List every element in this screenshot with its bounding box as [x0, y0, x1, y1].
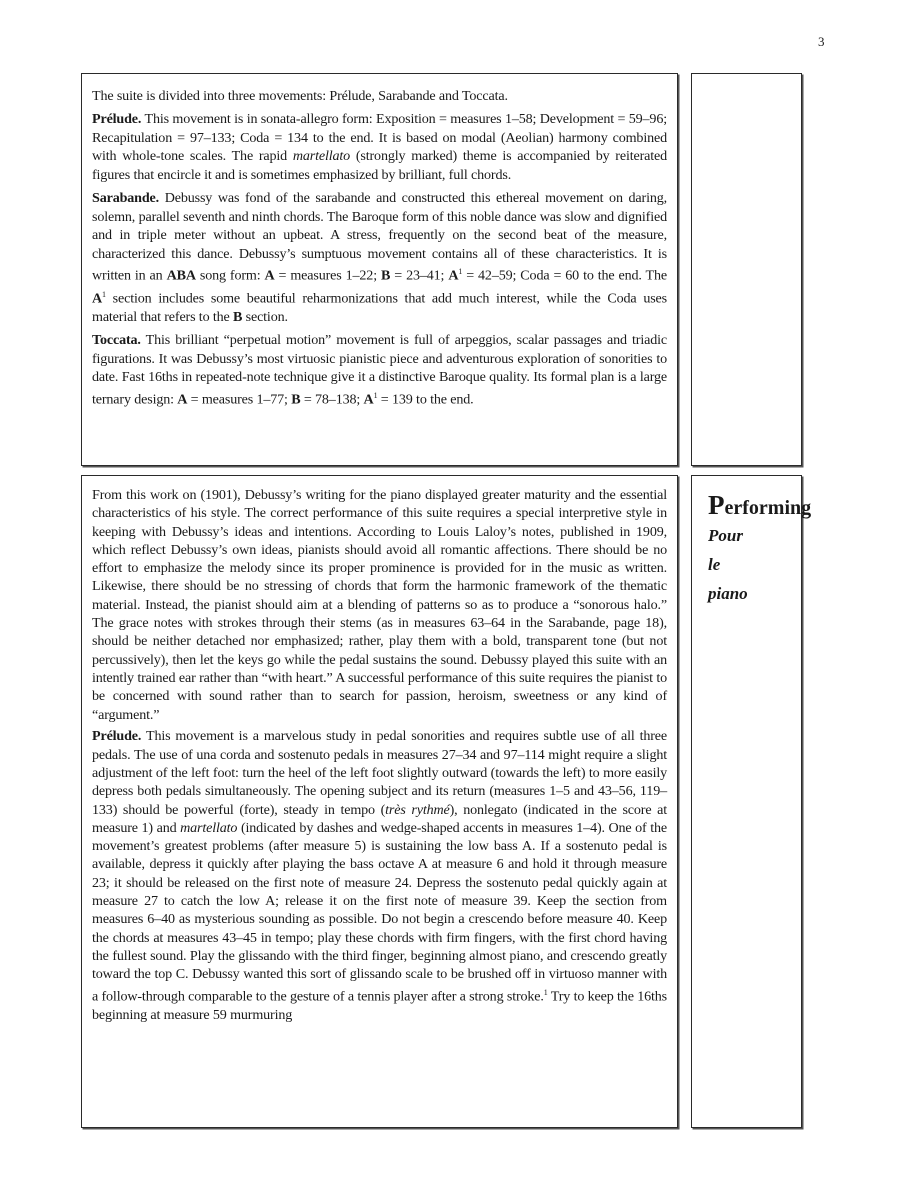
sarabande-heading: Sarabande. — [92, 189, 160, 206]
side-title-line-3: piano — [708, 584, 748, 603]
toccata-heading: Toccata. — [92, 332, 141, 348]
prelude-heading: Prélude. — [92, 111, 142, 128]
performing-intro-paragraph: From this work on (1901), Debussy’s writing for the piano displayed greater maturity and the essential characteristics of his style. The correct performance of this suite requires a special interpretive style in keeping with Debussy’s ideas and intentions. According to Louis Laloy’s notes, published in 1909, which reflect Debussy’s own ideas, pianists should avoid all romantic affections. There should be no effort to emphasize the melody since its proper prominence is provided for in the music as written. Likewise, there should be no stressing of chords that form the harmonic framework of the thematic material. Instead, the pianist should aim at a blending of patterns so as to produce a “sonorous halo.” The grace notes with strokes through their stems (as in measures 63–64 in the Sarabande, page 18), should be neither detached nor emphasized; rather, play them with a bold, transparent tone (but not percussively), then let the keys go while the pedal sustains the sound. Debussy played this suite with an intently trained ear rather than “with heart.” A successful performance of this suite requires the pianist to be concerned with sound rather than to search for passion, heroism, sweetness or any kind of “argument.” — [92, 487, 667, 723]
intro-paragraph: The suite is divided into three movements: Prélude, Sarabande and Toccata. — [92, 88, 508, 104]
movements-overview-box — [81, 73, 678, 466]
martellato-term-2: martellato — [180, 819, 238, 836]
side-title-line-1: Pour — [708, 526, 743, 545]
performing-side-box — [691, 475, 812, 1128]
performing-prelude-heading: Prélude. — [92, 728, 142, 745]
side-title-line-2: le — [708, 555, 721, 574]
performing-side-heading: Performing — [708, 490, 812, 520]
prelude-paragraph: Prélude. This movement is in sonata-allegro form: Exposition = measures 1–58; Development = 59–96; Recapitulation = 97–133; Coda = 134 to the end. It is based on modal (Aeolian) harmony combined with whole-tone scales. The rapid martellato (strongly marked) theme is accompanied by reiterated figures that encircle it and is sometimes emphasized by brilliant, full chords. — [92, 111, 668, 183]
footnote-marker: 1 — [543, 987, 548, 997]
page-number: 3 — [818, 34, 825, 49]
performing-box — [81, 475, 678, 1128]
overview-side-box — [691, 73, 802, 466]
performing-prelude-paragraph: Prélude. This movement is a marvelous study in pedal sonorities and requires subtle use of all three pedals. The use of una corda and sostenuto pedals in measures 27–34 and 97–114 might require a slight adjustment of the left foot: turn the heel of the left foot slightly outward (towards the left) to more easily depress both pedals simultaneously. The opening subject and its return (measures 1–5 and 43–56, 119–133) should be powerful (forte), steady in tempo (très rythmé), nonlegato (indicated in the score at measure 1) and martellato (indicated by dashes and wedge-shaped accents in measures 1–4). One of the movement’s greatest problems (after measure 5) is sustaining the low bass A. If a sostenuto pedal is available, depress it quickly after playing the bass octave A at measure 6 and hold it through measure 23; it should be released on the first note of measure 24. Depress the sostenuto pedal quickly again at measure 27 to catch the low A; release it on the first note of measure 39. Keep the section from measures 6–40 as mysterious sounding as possible. Do not begin a crescendo before measure 40. Keep the chords at measures 43–45 in tempo; play these chords with firm fingers, with the first chord having the fullest sound. Play the glissando with the third finger, beginning almost piano, and crescendo greatly toward the top C. Debussy wanted this sort of glissando scale to be brushed off in virtuoso manner with a follow-through comparable to the gesture of a tennis player after a strong stroke.$^1$ Try to keep the 16ths beginning at measure 59 murmuring — [92, 728, 667, 1023]
martellato-term: martellato — [292, 148, 351, 165]
tres-rythme-term: très rythmé — [385, 801, 450, 818]
toccata-paragraph: Toccata. This brilliant “perpetual motion” movement is full of arpeggios, scalar passages and triadic figurations. It was Debussy’s most virtuosic pianistic piece and adventurous exploration of sonorities to date. Fast 16ths in repeated-note technique give it a distinctive Baroque quality. Its formal plan is a large ternary design: A = measures 1–77; B = 78–138; $A^1 = 139$ to the end. — [92, 332, 667, 408]
sarabande-paragraph: Sarabande. Debussy was fond of the sarabande and constructed this ethereal movement on daring, solemn, parallel seventh and ninth chords. The Baroque form of this noble dance was slow and dignified and in triple meter without an upbeat. A stress, frequently on the second beat of the measure, characterized this dance. Debussy’s sumptuous movement contains all of these characteristics. It is written in an ABA song form: A = measures 1–22; B = 23–41; $A^1 = 42-59$; Coda = 60 to the end. The $A^1$ section includes some beautiful reharmonizations that add much interest, while the Coda uses material that refers to the B section. — [92, 189, 668, 325]
